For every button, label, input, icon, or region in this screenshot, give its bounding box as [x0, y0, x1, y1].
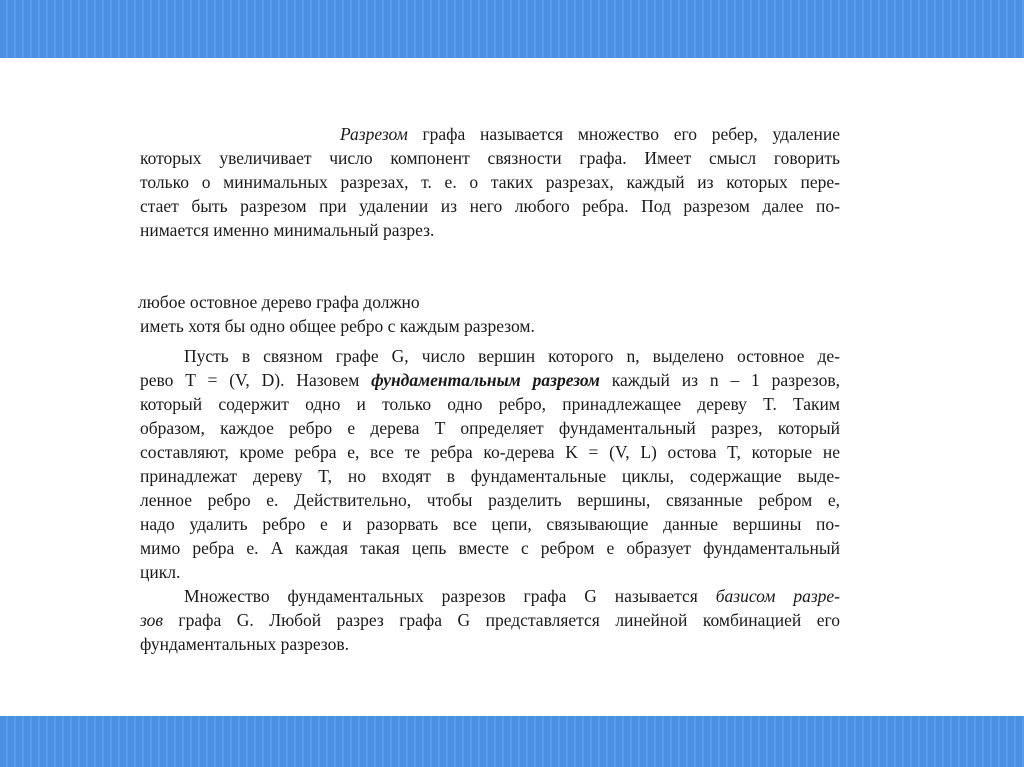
paragraph-cut-definition: [140, 122, 840, 242]
text-line: фундаментальных разрезов.: [140, 634, 350, 654]
text-line: мимо ребра e. А каждая такая цепь вместе с ребром e образует фундаментальный: [140, 538, 840, 558]
text-line: Множество фундаментальных разрезов графа G называется базисом разре-: [184, 586, 840, 606]
text-line: иметь хотя бы одно общее ребро с каждым разрезом.: [140, 316, 535, 336]
text-line: Пусть в связном графе G, число вершин которого n, выделено остовное де-: [184, 346, 840, 366]
paragraph-cut-basis: [140, 584, 840, 656]
text-line: только о минимальных разрезах, т. е. о таких разрезах, каждый из которых пере-: [140, 172, 840, 192]
text-line: стает быть разрезом при удалении из него любого ребра. Под разрезом далее по-: [140, 196, 840, 216]
text-line: принадлежат дереву T, но входят в фундаментальные циклы, содержащие выде-: [140, 466, 840, 486]
text-line: рево T = (V, D). Назовем фундаментальным разрезом каждый из n – 1 разрезов,: [140, 370, 840, 390]
text-line: любое остовное дерево графа должно: [138, 292, 420, 312]
paragraph-fundamental-cut: [140, 344, 840, 584]
text-line: зов графа G. Любой разрез графа G представляется линейной комбинацией его: [140, 610, 840, 630]
text-line: которых увеличивает число компонент связности графа. Имеет смысл говорить: [140, 148, 840, 168]
text-line: нимается именно минимальный разрез.: [140, 220, 435, 240]
text-line: надо удалить ребро e и разорвать все цепи, связывающие данные вершины по-: [140, 514, 840, 534]
slide-page: [0, 58, 1024, 716]
term-fundamental-cut: фундаментальным разрезом: [371, 370, 600, 390]
text-line: который содержит одно и только одно ребро, принадлежащее дереву T. Таким: [140, 394, 840, 414]
text-line: составляют, кроме ребра e, все те ребра ко-дерева K = (V, L) остова T, которые не: [140, 442, 840, 462]
text-line: ленное ребро e. Действительно, чтобы разделить вершины, связанные ребром e,: [140, 490, 840, 510]
paragraph-spanning-tree-statement: [138, 290, 838, 338]
bottom-blue-band: [0, 716, 1024, 767]
top-blue-band: [0, 0, 1024, 58]
term-cut: Разрезом: [340, 124, 408, 144]
text-line: цикл.: [140, 562, 181, 582]
text-line: Разрезом графа называется множество его ребер, удаление: [340, 124, 840, 144]
term-cut-basis: базисом разре-: [715, 586, 840, 606]
text-line: образом, каждое ребро e дерева T определяет фундаментальный разрез, который: [140, 418, 840, 438]
